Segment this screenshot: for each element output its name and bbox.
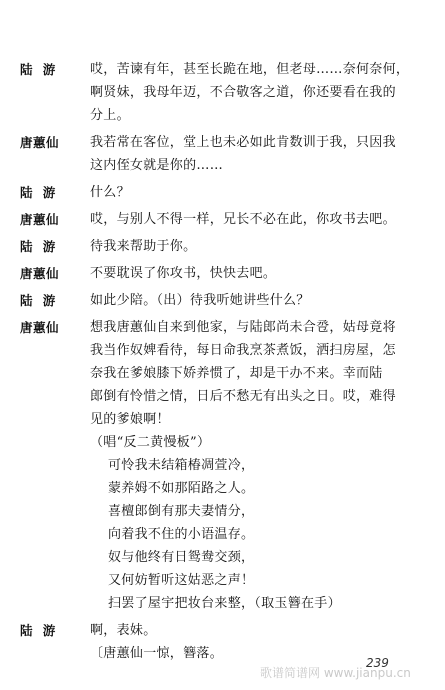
aria-line: 可怜我未结箱椿凋萱冷，: [108, 458, 255, 473]
dialogue-entry: [20, 208, 430, 231]
dialogue-line: 郎倒有怜惜之情，日后不愁无有出头之日。哎，难得: [90, 389, 396, 404]
aria-line: 喜檀郎倒有那夫妻情分，: [108, 504, 255, 519]
dialogue-line: 待我来帮助于你。: [90, 239, 197, 254]
dialogue-line: 哎，与别人不得一样，兄长不必在此，你攻书去吧。: [90, 212, 396, 227]
dialogue-line: 我当作奴婢看待，每日命我烹茶煮饭，洒扫房屋，怎: [90, 343, 396, 358]
stage-direction: 〔唐蕙仙一惊，簪落。: [90, 646, 224, 661]
aria-line: 向着我不住的小语温存。: [108, 527, 255, 542]
speaker-name: 唐蕙仙: [20, 266, 60, 281]
speaker-name: 陆 游: [20, 185, 56, 200]
aria-line: 扫罢了屋宇把妆台来整，（取玉簪在手）: [108, 596, 341, 611]
speaker-name: 唐蕙仙: [20, 135, 60, 150]
dialogue-line: 什么？: [90, 185, 130, 200]
dialogue-line: 如此少陪。（出）待我听她讲些什么？: [90, 293, 310, 308]
dialogue-line: 不要耽误了你攻书，快快去吧。: [90, 266, 277, 281]
speaker-name: 陆 游: [20, 623, 56, 638]
aria-line: 又何妨暂听这姑恶之声！: [108, 573, 255, 588]
speaker-name: 陆 游: [20, 239, 56, 254]
aria-line: 奴与他终有日鸳鸯交颈，: [108, 550, 255, 565]
dialogue-line: 想我唐蕙仙自来到他家，与陆郎尚未合卺，姑母竟将: [90, 320, 396, 335]
speaker-name: 陆 游: [20, 293, 56, 308]
dialogue-entry: [20, 235, 430, 258]
dialogue-entry: [20, 316, 430, 615]
dialogue-lines: [90, 235, 430, 258]
dialogue-line: 见的爹娘啊！: [90, 412, 170, 427]
dialogue-line: 啊贤妹，我母年迈，不合敬客之道，你还要看在我的: [90, 85, 396, 100]
page-footer: [0, 656, 445, 686]
page-number: 239: [366, 656, 389, 670]
dialogue-lines: [90, 208, 430, 231]
site-watermark: 歌谱简谱网 www.jianpu.cn: [260, 666, 411, 680]
dialogue-lines: [90, 131, 430, 177]
dialogue-lines: [90, 289, 430, 312]
dialogue-entry: [20, 289, 430, 312]
aria-intro: （唱“反二黄慢板”）: [90, 435, 211, 450]
dialogue-line: 这内侄女就是你的……: [90, 158, 223, 173]
dialogue-lines: [90, 262, 430, 285]
dialogue-line: 分上。: [90, 108, 130, 123]
dialogue-line: 我若常在客位，堂上也未必如此肯数训于我，只因我: [90, 135, 396, 150]
speaker-name: 陆 游: [20, 62, 56, 77]
dialogue-lines: [90, 316, 430, 615]
dialogue-entry: [20, 262, 430, 285]
dialogue-entry: [20, 181, 430, 204]
script-body: [20, 58, 430, 669]
dialogue-lines: [90, 58, 430, 127]
speaker-name: 唐蕙仙: [20, 212, 60, 227]
dialogue-line: 啊，表妹。: [90, 623, 157, 638]
dialogue-entry: [20, 58, 430, 127]
dialogue-line: 哎，苦谏有年，甚至长跪在地，但老母……奈何奈何，: [90, 62, 410, 77]
dialogue-line: 奈我在爹娘膝下娇养惯了，却是干办不来。幸而陆: [90, 366, 383, 381]
speaker-name: 唐蕙仙: [20, 320, 60, 335]
dialogue-entry: [20, 131, 430, 177]
aria-line: 蒙养姆不如那陌路之人。: [108, 481, 255, 496]
dialogue-lines: [90, 181, 430, 204]
